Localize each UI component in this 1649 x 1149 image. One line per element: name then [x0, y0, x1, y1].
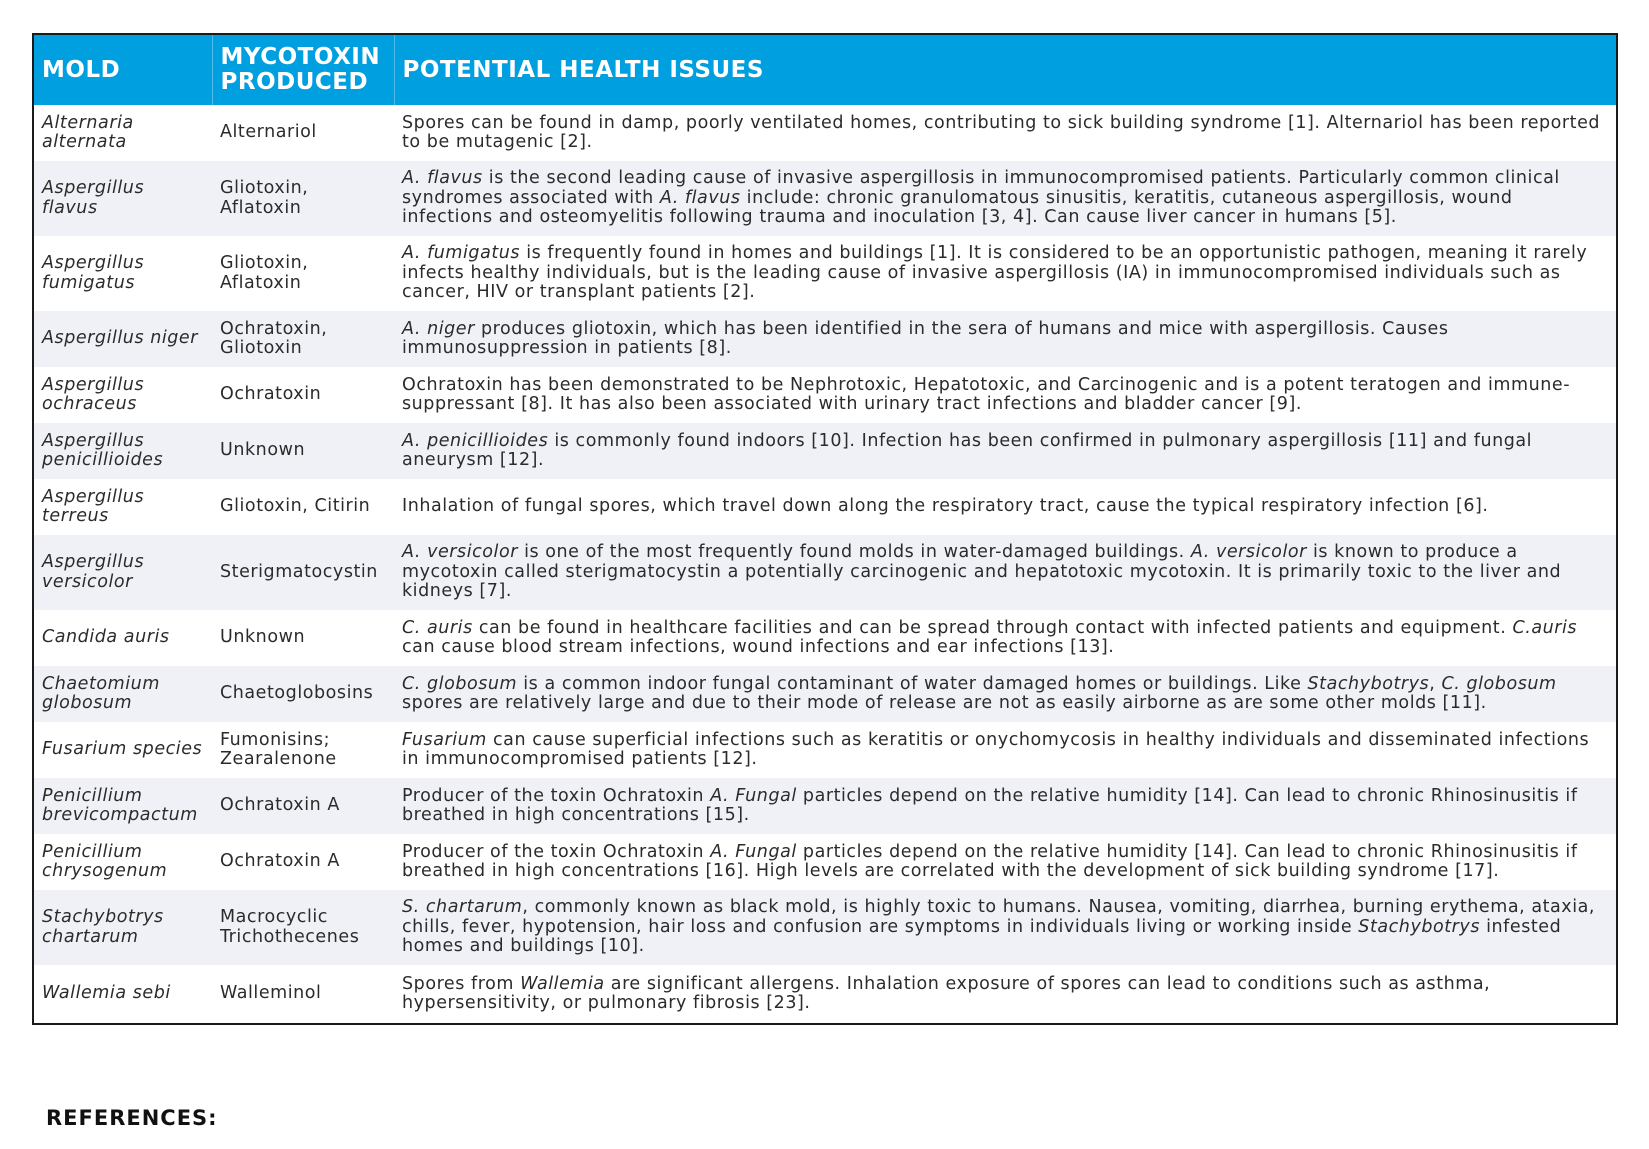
mycotoxin-cell: Ochratoxin A — [212, 778, 394, 834]
issue-text: Producer of the toxin Ochratoxin — [402, 841, 711, 862]
mold-name-cell: Stachybotrys chartarum — [34, 890, 212, 965]
table-row — [34, 311, 1616, 367]
table-row — [34, 236, 1616, 311]
mycotoxin-cell: Chaetoglobosins — [212, 666, 394, 722]
italic-species-text: A. niger — [402, 318, 475, 339]
issue-text: Producer of the toxin Ochratoxin — [402, 785, 711, 806]
issue-text: include: chronic granulomatous sinusitis, keratitis, cutaneous aspergillosis, wound infections and osteomyelitis following trauma and inoculation [3, 4]. Can cause liver cancer in humans [5]. — [402, 187, 1513, 228]
mold-name-cell: Wallemia sebi — [34, 965, 212, 1023]
mycotoxin-cell: Macrocyclic Trichothecenes — [212, 890, 394, 965]
header-health-issues: POTENTIAL HEALTH ISSUES — [394, 35, 1616, 105]
health-issues-cell — [394, 236, 1616, 311]
mold-table-container — [32, 33, 1618, 1025]
mold-name-cell: Aspergillus niger — [34, 311, 212, 367]
health-issues-cell — [394, 367, 1616, 423]
issue-text: is known to produce a mycotoxin called sterigmatocystin a potentially carcinogenic and hepatotoxic mycotoxin. It is primarily toxic to the liver and kidneys [7]. — [402, 542, 1562, 602]
issue-text: spores are relatively large and due to their mode of release are not as easily airborne as are some other molds [11]. — [402, 693, 1487, 713]
health-issues-cell — [394, 311, 1616, 367]
italic-species-text: A. Fungal — [710, 785, 797, 806]
issue-text: Spores from — [402, 973, 521, 994]
issue-text: can cause blood stream infections, wound infections and ear infections [13]. — [402, 637, 1115, 657]
mold-name-cell: Aspergillus ochraceus — [34, 367, 212, 423]
table-row — [34, 890, 1616, 965]
mycotoxin-cell: Sterigmatocystin — [212, 535, 394, 610]
mycotoxin-cell: Unknown — [212, 610, 394, 666]
health-issues-cell — [394, 834, 1616, 890]
issue-text: is a common indoor fungal contaminant of water damaged homes or buildings. Like — [517, 673, 1308, 694]
italic-species-text: C. globosum — [1441, 673, 1557, 694]
italic-species-text: A. flavus — [402, 168, 483, 189]
table-row — [34, 610, 1616, 666]
mold-name-cell: Aspergillus versicolor — [34, 535, 212, 610]
mold-name-cell: Fusarium species — [34, 722, 212, 778]
issue-text: particles depend on the relative humidity [14]. Can lead to chronic Rhinosinusitis if breathed in high concentrations [16]. High levels are correlated with the development of sick building syndrome [17]. — [402, 841, 1578, 881]
issue-text: is the second leading cause of invasive aspergillosis in immunocompromised patients. Particularly common clinical syndromes associated with — [402, 168, 1560, 208]
health-issues-cell — [394, 423, 1616, 479]
issue-text: particles depend on the relative humidity [14]. Can lead to chronic Rhinosinusitis if breathed in high concentrations [15]. — [402, 785, 1578, 825]
mold-name-cell: Alternaria alternata — [34, 105, 212, 161]
table-row — [34, 778, 1616, 834]
table-body — [34, 105, 1616, 1023]
italic-species-text: S. chartarum — [402, 897, 523, 918]
table-row — [34, 535, 1616, 610]
table-row — [34, 965, 1616, 1023]
italic-species-text: Stachybotrys — [1307, 673, 1430, 694]
mold-name-cell: Aspergillus flavus — [34, 161, 212, 236]
italic-species-text: Stachybotrys — [1358, 916, 1480, 937]
mycotoxin-cell: Ochratoxin — [212, 367, 394, 423]
mycotoxin-cell: Gliotoxin, Aflatoxin — [212, 161, 394, 236]
table-row — [34, 161, 1616, 236]
mold-name-cell: Penicillium brevicompactum — [34, 778, 212, 834]
issue-text: , — [1429, 673, 1442, 694]
issue-text: is one of the most frequently found molds in water-damaged buildings. — [517, 542, 1191, 563]
table-row — [34, 479, 1616, 535]
mycotoxin-cell: Ochratoxin, Gliotoxin — [212, 311, 394, 367]
italic-species-text: A. Fungal — [710, 841, 797, 862]
mycotoxin-cell: Gliotoxin, Aflatoxin — [212, 236, 394, 311]
mycotoxin-cell: Alternariol — [212, 105, 394, 161]
health-issues-cell — [394, 778, 1616, 834]
table-row — [34, 666, 1616, 722]
mold-name-cell: Aspergillus penicillioides — [34, 423, 212, 479]
mycotoxin-cell: Walleminol — [212, 965, 394, 1023]
mold-name-cell: Candida auris — [34, 610, 212, 666]
issue-text: is commonly found indoors [10]. Infection has been confirmed in pulmonary aspergillosis [11] and fungal aneurysm [12]. — [402, 430, 1533, 470]
mold-name-cell: Penicillium chrysogenum — [34, 834, 212, 890]
issue-text: are significant allergens. Inhalation exposure of spores can lead to conditions such as asthma, hypersensitivity, or pulmonary fibrosis [23]. — [402, 973, 1491, 1013]
header-mold: MOLD — [34, 35, 212, 105]
mold-name-cell: Aspergillus terreus — [34, 479, 212, 535]
mycotoxin-cell: Unknown — [212, 423, 394, 479]
issue-text: can be found in healthcare facilities and can be spread through contact with infected patients and equipment. — [472, 617, 1513, 638]
table-row — [34, 367, 1616, 423]
issue-text: infested homes and buildings [10]. — [402, 916, 1562, 957]
health-issues-cell — [394, 161, 1616, 236]
health-issues-cell — [394, 722, 1616, 778]
mold-name-cell: Aspergillus fumigatus — [34, 236, 212, 311]
health-issues-cell — [394, 479, 1616, 535]
table-header-row — [34, 35, 1616, 105]
table-row — [34, 105, 1616, 161]
italic-species-text: A. penicillioides — [402, 430, 549, 451]
italic-species-text: Fusarium — [402, 729, 487, 750]
mycotoxin-cell: Ochratoxin A — [212, 834, 394, 890]
table-row — [34, 423, 1616, 479]
mycotoxin-cell: Fumonisins; Zearalenone — [212, 722, 394, 778]
issue-text: , commonly known as black mold, is highly toxic to humans. Nausea, vomiting, diarrhea, burning erythema, ataxia, chills, fever, hypotension, hair loss and confusion are symptoms in individuals living or working inside — [402, 897, 1595, 937]
issue-text: Ochratoxin has been demonstrated to be Nephrotoxic, Hepatotoxic, and Carcinogenic and is a potent teratogen and immune-suppressant [8]. It has also been associated with urinary tract infections and bladder cancer [9]. — [402, 374, 1571, 414]
health-issues-cell — [394, 610, 1616, 666]
italic-species-text: C. globosum — [402, 673, 518, 694]
health-issues-cell — [394, 105, 1616, 161]
health-issues-cell — [394, 666, 1616, 722]
mold-name-cell: Chaetomium globosum — [34, 666, 212, 722]
issue-text: Spores can be found in damp, poorly ventilated homes, contributing to sick building syndrome [1]. Alternariol has been reported to be mutagenic [2]. — [402, 112, 1601, 152]
health-issues-cell — [394, 965, 1616, 1023]
italic-species-text: C. auris — [402, 617, 473, 638]
mycotoxin-cell: Gliotoxin, Citirin — [212, 479, 394, 535]
mold-table — [34, 35, 1616, 1023]
table-row — [34, 834, 1616, 890]
issue-text: produces gliotoxin, which has been identified in the sera of humans and mice with aspergillosis. Causes immunosuppression in patients [8]. — [402, 318, 1449, 358]
issue-text: Inhalation of fungal spores, which travel down along the respiratory tract, cause the typical respiratory infection [6]. — [402, 496, 1489, 517]
italic-species-text: A. flavus — [659, 187, 741, 208]
table-row — [34, 722, 1616, 778]
references-heading: REFERENCES: — [46, 1106, 218, 1130]
health-issues-cell — [394, 535, 1616, 610]
health-issues-cell — [394, 890, 1616, 965]
header-mycotoxin: MYCOTOXIN PRODUCED — [212, 35, 394, 105]
italic-species-text: A. versicolor — [1190, 542, 1307, 563]
italic-species-text: C.auris — [1512, 617, 1578, 638]
italic-species-text: A. versicolor — [402, 542, 518, 563]
italic-species-text: Wallemia — [520, 973, 605, 994]
issue-text: is frequently found in homes and buildings [1]. It is considered to be an opportunistic pathogen, meaning it rarely infects healthy individuals, but is the leading cause of invasive aspergillosis (IA) in immunocompromised individuals such as cancer, HIV or transplant patients [2]. — [402, 243, 1588, 303]
issue-text: can cause superficial infections such as keratitis or onychomycosis in healthy individuals and disseminated infections in immunocompromised patients [12]. — [402, 729, 1590, 769]
italic-species-text: A. fumigatus — [402, 243, 521, 264]
